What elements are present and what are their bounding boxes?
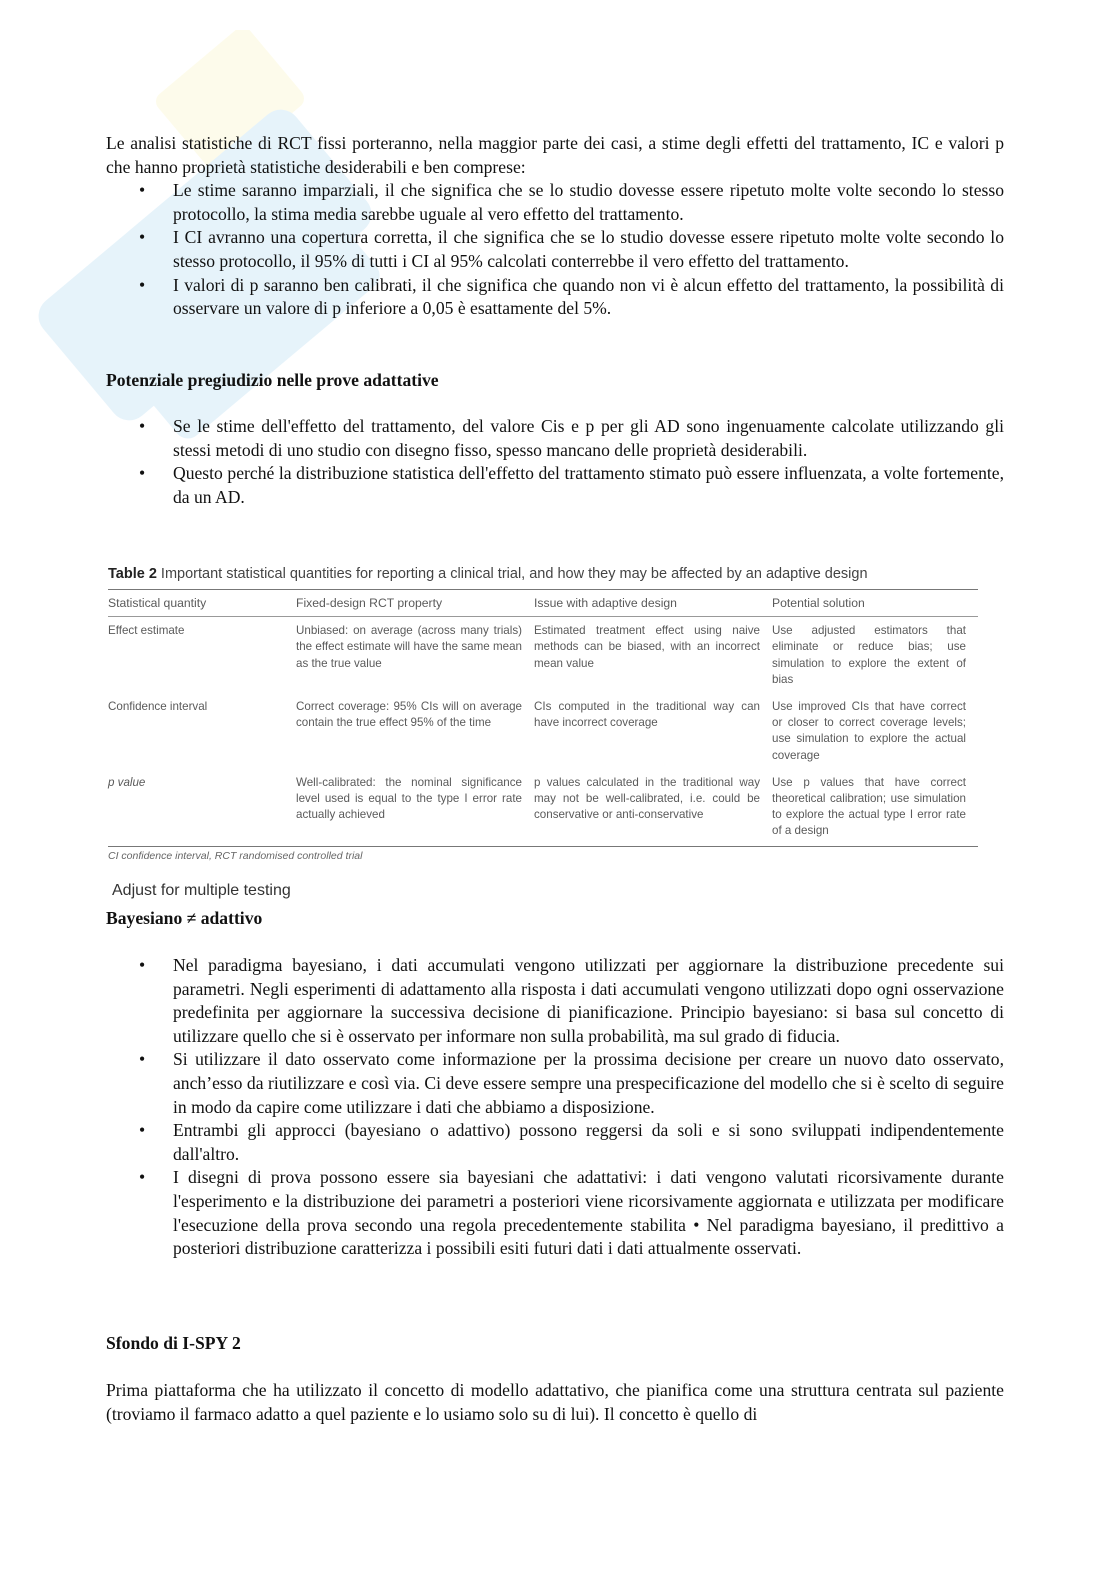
figure-subcaption: Adjust for multiple testing xyxy=(112,882,291,899)
ispy-block xyxy=(106,1379,1004,1426)
section-heading-bayes: Bayesiano ≠ adattivo xyxy=(106,908,263,928)
table-cell: p value xyxy=(108,769,296,846)
table-cell: Unbiased: on average (across many trials) the effect estimate will have the same mean as the true value xyxy=(296,624,522,670)
table-cell: Use improved CIs that have correct or closer to correct coverage levels; use simulation to explore the actual coverage xyxy=(772,700,966,762)
list-item: • I valori di p saranno ben calibrati, il che significa che quando non vi è alcun effetto del trattamento, la possibilità di osservare un valore di p inferiore a 0,05 è esattamente del 5%. xyxy=(106,274,1004,321)
column-header: Statistical quantity xyxy=(108,590,296,617)
table-cell: Confidence interval xyxy=(108,700,208,714)
table-label: Table 2 xyxy=(108,566,157,582)
table-row xyxy=(108,693,978,769)
list-item: • Si utilizzare il dato osservato come informazione per la prossima decisione per creare un nuovo dato osservato, anch’esso da riutilizzare e così via. Ci deve essere sempre una prespecificazione del modello che si è scelto di seguire in modo da capire come utilizzare i dati che abbiamo a disposizione. xyxy=(106,1048,1004,1119)
list-item: • Entrambi gli approcci (bayesiano o adattivo) possono reggersi da soli e si sono sviluppati indipendentemente dall'altro. xyxy=(106,1119,1004,1166)
table-cell: Well-calibrated: the nominal significance level used is equal to the type I error rate actually achieved xyxy=(296,769,534,846)
ispy-paragraph: Prima piattaforma che ha utilizzato il concetto di modello adattativo, che pianifica come una struttura centrata sul paziente (troviamo il farmaco adatto a quel paziente e lo usiamo solo su di lui). Il concetto è quello di xyxy=(106,1380,1004,1424)
table-2-figure xyxy=(108,566,978,862)
table-cell: Estimated treatment effect using naive methods can be biased, with an incorrect mean value xyxy=(534,624,760,670)
table-cell: Correct coverage: 95% CIs will on average contain the true effect 95% of the time xyxy=(296,700,522,730)
list-item: • I disegni di prova possono essere sia bayesiani che adattativi: i dati vengono valutati ricorsivamente durante l'esperimento e la distribuzione dei parametri a posteriori viene ricorsivamente aggiornata e utilizzata per modificare l'esecuzione della prova secondo una regola precedentemente stabilita • Nel paradigma bayesiano, il predittivo a posteriori distribuzione caratterizza i possibili esiti futuri dati i dati attualmente osservati. xyxy=(106,1166,1004,1260)
intro-bullet-list xyxy=(106,179,1004,321)
intro-paragraph: Le analisi statistiche di RCT fissi porteranno, nella maggior parte dei casi, a stime degli effetti del trattamento, IC e valori p che hanno proprietà statistiche desiderabili e ben comprese: xyxy=(106,133,1004,177)
table-header-row xyxy=(108,590,978,617)
table-cell: CIs computed in the traditional way can have incorrect coverage xyxy=(534,700,760,730)
table-caption-text: Important statistical quantities for reporting a clinical trial, and how they may be affected by an adaptive design xyxy=(160,566,868,582)
intro-block xyxy=(106,132,1004,321)
list-item: • I CI avranno una copertura corretta, il che significa che se lo studio dovesse essere ripetuto molte volte secondo lo stesso protocollo, il 95% di tutti i CI al 95% calcolati conterrebbe il vero effetto del trattamento. xyxy=(106,226,1004,273)
list-item: • Le stime saranno imparziali, il che significa che se lo studio dovesse essere ripetuto molte volte secondo lo stesso protocollo, la stima media sarebbe uguale al vero effetto del trattamento. xyxy=(106,179,1004,226)
table-footnote: CI confidence interval, RCT randomised controlled trial xyxy=(108,849,363,862)
statistical-quantities-table xyxy=(108,589,978,847)
column-header: Potential solution xyxy=(772,590,978,617)
list-item: • Questo perché la distribuzione statistica dell'effetto del trattamento stimato può essere influenzata, a volte fortemente, da un AD. xyxy=(106,462,1004,509)
column-header: Issue with adaptive design xyxy=(534,590,772,617)
table-cell: p values calculated in the traditional way may not be well-calibrated, i.e. could be conservative or anti-conservative xyxy=(534,769,772,846)
bias-bullet-list xyxy=(106,415,1004,509)
table-cell: Use adjusted estimators that eliminate or reduce bias; use simulation to explore the extent of bias xyxy=(772,624,966,686)
section-heading-ispy: Sfondo di I-SPY 2 xyxy=(106,1333,241,1353)
table-row xyxy=(108,769,978,846)
list-item: • Nel paradigma bayesiano, i dati accumulati vengono utilizzati per aggiornare la distribuzione precedente sui parametri. Negli esperimenti di adattamento alla risposta i dati accumulati vengono utilizzati dopo ogni osservazione predefinita per aggiornare la successiva decisione di pianificazione. Principio bayesiano: si basa sul concetto di utilizzare quello che si è osservato per informare non sulla probabilità, ma sul grado di fiducia. xyxy=(106,954,1004,1048)
table-row xyxy=(108,617,978,693)
table-cell: Effect estimate xyxy=(108,624,185,638)
list-item: • Se le stime dell'effetto del trattamento, del valore Cis e p per gli AD sono ingenuamente calcolate utilizzando gli stessi metodi di uno studio con disegno fisso, spesso mancano delle proprietà desiderabili. xyxy=(106,415,1004,462)
table-cell: Use p values that have correct theoretical calibration; use simulation to explore the actual type I error rate of a design xyxy=(772,769,978,846)
bias-block xyxy=(106,415,1004,509)
table-caption xyxy=(108,566,978,582)
bayes-block xyxy=(106,954,1004,1261)
section-heading-bias: Potenziale pregiudizio nelle prove adattative xyxy=(106,370,439,390)
column-header: Fixed-design RCT property xyxy=(296,590,534,617)
bayes-bullet-list xyxy=(106,954,1004,1261)
